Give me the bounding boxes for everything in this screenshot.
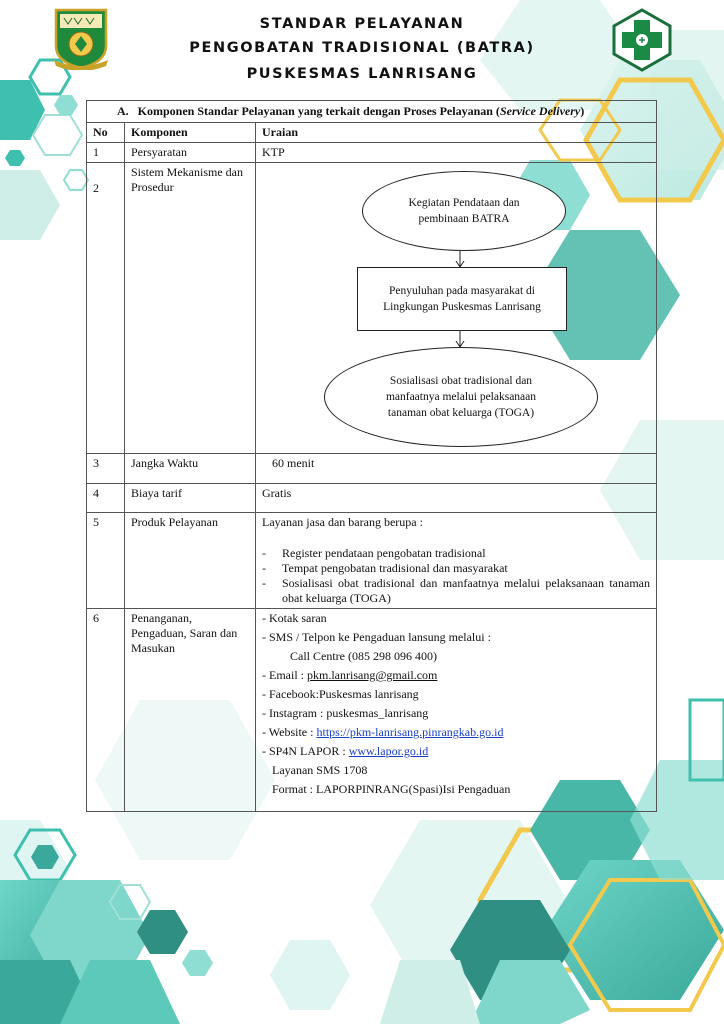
table-row (87, 484, 657, 513)
product-list (262, 546, 650, 606)
row-uraian (256, 513, 657, 609)
product-intro: Layanan jasa dan barang berupa : (262, 515, 423, 529)
section-heading-row (87, 101, 657, 123)
row-no: 5 (87, 513, 125, 609)
sp4n-link[interactable]: www.lapor.go.id (348, 744, 429, 758)
list-item: - Tempat pengobatan tradisional dan masyarakat (262, 561, 650, 576)
row-no: 1 (87, 143, 125, 163)
table-header-row (87, 123, 657, 143)
list-item: - Register pendataan pengobatan tradisional (262, 546, 650, 561)
complaint-sms: - SMS / Telpon ke Pengaduan lansung melalui : (262, 630, 491, 644)
sms-service: Layanan SMS 1708 (272, 763, 368, 777)
facebook-text: Facebook:Puskesmas lanrisang (269, 687, 419, 701)
standard-table (86, 100, 657, 812)
complaint-sp4n: - SP4N LAPOR : www.lapor.go.id (262, 744, 429, 758)
flow-step-3: Sosialisasi obat tradisional dan manfaatnya melalui pelaksanaan tanaman obat keluarga (TOGA) (324, 347, 598, 447)
section-heading (87, 101, 657, 123)
table-row (87, 513, 657, 609)
row-komponen: Penanganan, Pengaduan, Saran dan Masukan (125, 609, 256, 812)
complaint-instagram: - Instagram : puskesmas_lanrisang (262, 706, 429, 720)
call-centre: Call Centre (085 298 096 400) (290, 649, 437, 663)
row-komponen: Produk Pelayanan (125, 513, 256, 609)
section-title-suffix: ) (580, 104, 585, 118)
sms-format: Format : LAPORPINRANG(Spasi)Isi Pengaduan (272, 782, 511, 796)
complaint-email: - Email : pkm.lanrisang@gmail.com (262, 668, 438, 682)
instagram-text: Instagram : puskesmas_lanrisang (269, 706, 429, 720)
row-no (87, 163, 125, 454)
row-no: 6 (87, 609, 125, 812)
section-title: Komponen Standar Pelayanan yang terkait dengan Proses Pelayanan ( (137, 104, 500, 118)
complaint-facebook: - Facebook:Puskesmas lanrisang (262, 687, 419, 701)
flow-step-2: Penyuluhan pada masyarakat di Lingkungan Puskesmas Lanrisang (357, 267, 567, 331)
row-no: 4 (87, 484, 125, 513)
complaint-website: - Website : https://pkm-lanrisang.pinrangkab.go.id (262, 725, 504, 739)
email-label: Email : (269, 668, 307, 682)
page-title-line-2: PENGOBATAN TRADISIONAL (BATRA) (189, 40, 535, 56)
page-title-line-1: STANDAR PELAYANAN (259, 16, 465, 32)
header-no: No (87, 123, 125, 143)
section-prefix: A. (117, 104, 129, 118)
row-komponen: Sistem Mekanisme dan Prosedur (125, 163, 256, 454)
row-komponen: Persyaratan (125, 143, 256, 163)
row-uraian-flowchart (256, 163, 657, 454)
row-uraian: 60 menit (256, 454, 657, 484)
page-header (0, 0, 724, 95)
procedure-flowchart (256, 163, 644, 453)
flow-step-1: Kegiatan Pendataan dan pembinaan BATRA (362, 171, 566, 251)
complaint-box: - Kotak saran (262, 611, 327, 625)
row-uraian: KTP (256, 143, 657, 163)
row-komponen: Biaya tarif (125, 484, 256, 513)
table-row (87, 609, 657, 812)
section-title-italic: Service Delivery (499, 104, 581, 118)
website-label: Website : (268, 725, 317, 739)
row-komponen: Jangka Waktu (125, 454, 256, 484)
header-komponen: Komponen (125, 123, 256, 143)
list-item: - Sosialisasi obat tradisional dan manfaatnya melalui pelaksanaan tanaman obat keluarga (TOGA) (262, 576, 650, 606)
page-title-line-3: PUSKESMAS LANRISANG (246, 66, 478, 82)
service-standard-document (86, 100, 656, 812)
complaint-sms-text: SMS / Telpon ke Pengaduan lansung melalui : (269, 630, 491, 644)
sp4n-label: SP4N LAPOR : (269, 744, 349, 758)
email-link[interactable]: pkm.lanrisang@gmail.com (307, 668, 438, 682)
website-link[interactable]: https://pkm-lanrisang.pinrangkab.go.id (316, 725, 504, 739)
row-uraian-complaints (256, 609, 657, 812)
regency-emblem-icon (50, 6, 112, 70)
header-uraian: Uraian (256, 123, 657, 143)
table-row (87, 163, 657, 454)
row-uraian: Gratis (256, 484, 657, 513)
row-no-value: 2 (93, 181, 99, 195)
puskesmas-cross-logo-icon (610, 8, 674, 72)
complaint-box-text: Kotak saran (269, 611, 327, 625)
table-row (87, 454, 657, 484)
table-row (87, 143, 657, 163)
row-no: 3 (87, 454, 125, 484)
